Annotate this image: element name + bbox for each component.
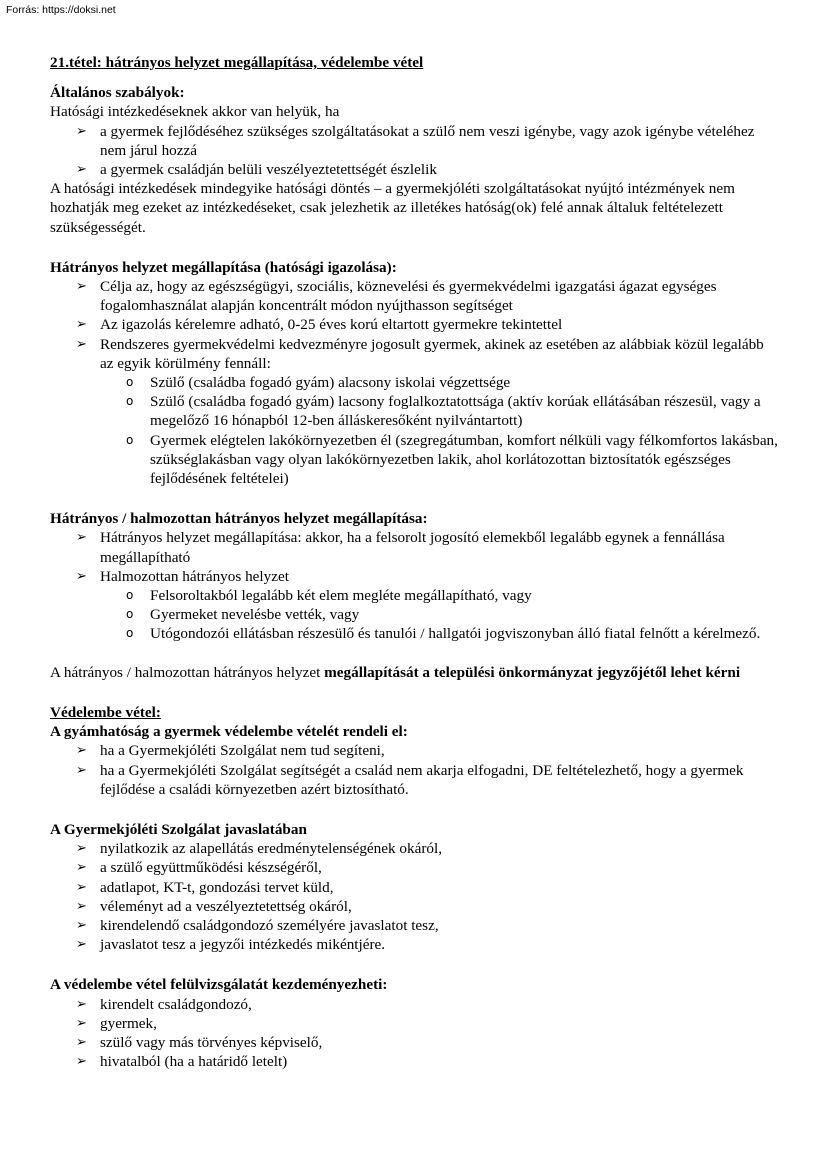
arrow-bullet-icon: ➢ [76, 841, 87, 857]
list-item: ➢ Célja az, hogy az egészségügyi, szociális, köznevelési és gyermekvédelmi igazgatási ágazat egységes fogalomhasználat alapján koncentrált módon nyújthasson segítséget [76, 278, 717, 315]
arrow-bullet-icon: ➢ [76, 568, 87, 584]
sub-list-item: o Utógondozói ellátásban részesülő és tanulói / hallgatói jogviszonyban álló fiatal felnőtt a kérelmező. [126, 625, 761, 643]
circle-bullet-icon: o [126, 432, 134, 447]
arrow-bullet-icon: ➢ [76, 917, 87, 933]
arrow-bullet-icon: ➢ [76, 898, 87, 914]
list-item: ➢ Rendszeres gyermekvédelmi kedvezményre jogosult gyermek, akinek az esetében az alábbiak közül legalább az egyik körülmény fennáll: o Szülő (családba fogadó gyám) alacsony iskolai végzettsége o Szülő (családba fogadó gyám) lacsony foglalkoztatottsága (aktív korúak ellátásában részesül, vagy a megelőző 16 hónapból 12-ben álláskeresőként nyilvántartott) o Gyermek elégtelen lakókörnyezetben él (szegregátumban, komfort nélküli vagy félkomfortos lakásban, szükséglakásban vagy olyan lakókörnyezetben lakik, ahol korlátozottan biztosítatók egészséges fejlődésének feltételei) [50, 335, 780, 489]
paragraph: Hatósági intézkedéseknek akkor van helyük, ha [50, 103, 340, 121]
list-item: ➢ ha a Gyermekjóléti Szolgálat nem tud segíteni, [76, 742, 385, 760]
section-heading-multiple-disadvantage: Hátrányos / halmozottan hátrányos helyzet megállapítása: [50, 510, 428, 528]
page-title: 21.tétel: hátrányos helyzet megállapítása, védelembe vétel [50, 54, 424, 71]
arrow-bullet-icon: ➢ [76, 317, 87, 333]
arrow-bullet-icon: ➢ [76, 743, 87, 759]
sub-list [100, 586, 780, 644]
section-heading-disadvantaged-certification: Hátrányos helyzet megállapítása (hatósági igazolása): [50, 258, 397, 276]
arrow-bullet-icon: ➢ [76, 1015, 87, 1031]
list-item: ➢ gyermek, [76, 1014, 157, 1032]
arrow-bullet-icon: ➢ [76, 1034, 87, 1050]
list-item: ➢ adatlapot, KT-t, gondozási tervet küld, [76, 878, 334, 896]
circle-bullet-icon: o [126, 626, 134, 641]
list-item: ➢ Hátrányos helyzet megállapítása: akkor, ha a felsorolt jogosító elemekből legalább egynek a fennállása megállapítható [76, 529, 725, 566]
paragraph: A hátrányos / halmozottan hátrányos helyzet megállapítását a települési önkormányzat jegyzőjétől lehet kérni [50, 663, 741, 681]
list-item: ➢ nyilatkozik az alapellátás eredménytelenségének okáról, [76, 840, 442, 858]
paragraph: A hatósági intézkedések mindegyike hatósági döntés – a gyermekjóléti szolgáltatásokat nyújtó intézmények nem hozhatják meg ezeket az intézkedéseket, csak jelezhetik az illetékes hatóság(ok) felé annak általuk feltételezett szükségességét. [50, 180, 735, 236]
list-item: ➢ szülő vagy más törvényes képviselő, [76, 1033, 323, 1051]
list-item: ➢ a gyermek fejlődéséhez szükséges szolgáltatásokat a szülő nem veszi igénybe, vagy azok igénybe vételéhez nem járul hozzá [76, 122, 755, 159]
list-item: ➢ Az igazolás kérelemre adható, 0-25 éves korú eltartott gyermekre tekintettel [76, 316, 563, 334]
list-item: ➢ a gyermek családján belüli veszélyeztetettségét észlelik [76, 161, 437, 179]
source-label: Forrás: https://doksi.net [6, 4, 116, 16]
bullet-list [50, 122, 780, 180]
arrow-bullet-icon: ➢ [76, 279, 87, 295]
sub-list-item: o Gyermeket nevelésbe vették, vagy [126, 606, 360, 624]
circle-bullet-icon: o [126, 607, 134, 622]
emphasis: megállapítását a települési önkormányzat jegyzőjétől lehet kérni [324, 663, 741, 681]
arrow-bullet-icon: ➢ [76, 1054, 87, 1070]
list-item: ➢ véleményt ad a veszélyeztetettség okáról, [76, 897, 352, 915]
bullet-list [50, 528, 780, 643]
arrow-bullet-icon: ➢ [76, 937, 87, 953]
list-item: ➢ a szülő együttműködési készségéről, [76, 859, 322, 877]
list-item: ➢ javaslatot tesz a jegyzői intézkedés mikéntjére. [76, 936, 386, 954]
section-heading-child-welfare-proposal: A Gyermekjóléti Szolgálat javaslatában [50, 820, 307, 838]
subheading-guardianship: A gyámhatóság a gyermek védelembe vételét rendeli el: [50, 723, 408, 741]
circle-bullet-icon: o [126, 375, 134, 390]
sub-list-item: o Szülő (családba fogadó gyám) alacsony iskolai végzettsége [126, 374, 511, 392]
sub-list-item: o Gyermek elégtelen lakókörnyezetben él (szegregátumban, komfort nélküli vagy félkomfortos lakásban, szükséglakásban vagy olyan lakókörnyezetben lakik, ahol korlátozottan biztosítatók egészséges fejlődésének feltételei) [126, 431, 778, 488]
document-page [50, 53, 780, 1071]
bullet-list [50, 277, 780, 488]
circle-bullet-icon: o [126, 588, 134, 603]
arrow-bullet-icon: ➢ [76, 879, 87, 895]
arrow-bullet-icon: ➢ [76, 996, 87, 1012]
section-heading-general-rules: Általános szabályok: [50, 84, 185, 102]
arrow-bullet-icon: ➢ [76, 860, 87, 876]
section-heading-review: A védelembe vétel felülvizsgálatát kezdeményezheti: [50, 976, 388, 994]
list-item: ➢ Halmozottan hátrányos helyzet o Felsoroltakból legalább két elem megléte megállapítható, vagy o Gyermeket nevelésbe vették, vagy o Utógondozói ellátásban részesülő és tanulói / hallgatói jogviszonyban álló fiatal felnőtt a kérelmező. [50, 567, 780, 644]
bullet-list [50, 839, 780, 954]
arrow-bullet-icon: ➢ [76, 530, 87, 546]
section-heading-protection: Védelembe vétel: [50, 703, 161, 721]
list-item: ➢ hivatalból (ha a határidő letelt) [76, 1053, 288, 1071]
list-item: ➢ kirendelt családgondozó, [76, 995, 252, 1013]
circle-bullet-icon: o [126, 394, 134, 409]
sub-list-item: o Felsoroltakból legalább két elem megléte megállapítható, vagy [126, 587, 532, 605]
list-item: ➢ ha a Gyermekjóléti Szolgálat segítségét a család nem akarja elfogadni, DE feltételezhető, hogy a gyermek fejlődése a családi környezetben azért biztosítható. [76, 761, 744, 798]
arrow-bullet-icon: ➢ [76, 762, 87, 778]
bullet-list [50, 741, 780, 799]
arrow-bullet-icon: ➢ [76, 123, 87, 139]
arrow-bullet-icon: ➢ [76, 336, 87, 352]
bullet-list [50, 995, 780, 1072]
arrow-bullet-icon: ➢ [76, 162, 87, 178]
list-item: ➢ kirendelendő családgondozó személyére javaslatot tesz, [76, 916, 439, 934]
sub-list [100, 373, 780, 488]
sub-list-item: o Szülő (családba fogadó gyám) lacsony foglalkoztatottsága (aktív korúak ellátásában részesül, vagy a megelőző 16 hónapból 12-ben álláskeresőként nyilvántartott) [126, 393, 761, 430]
